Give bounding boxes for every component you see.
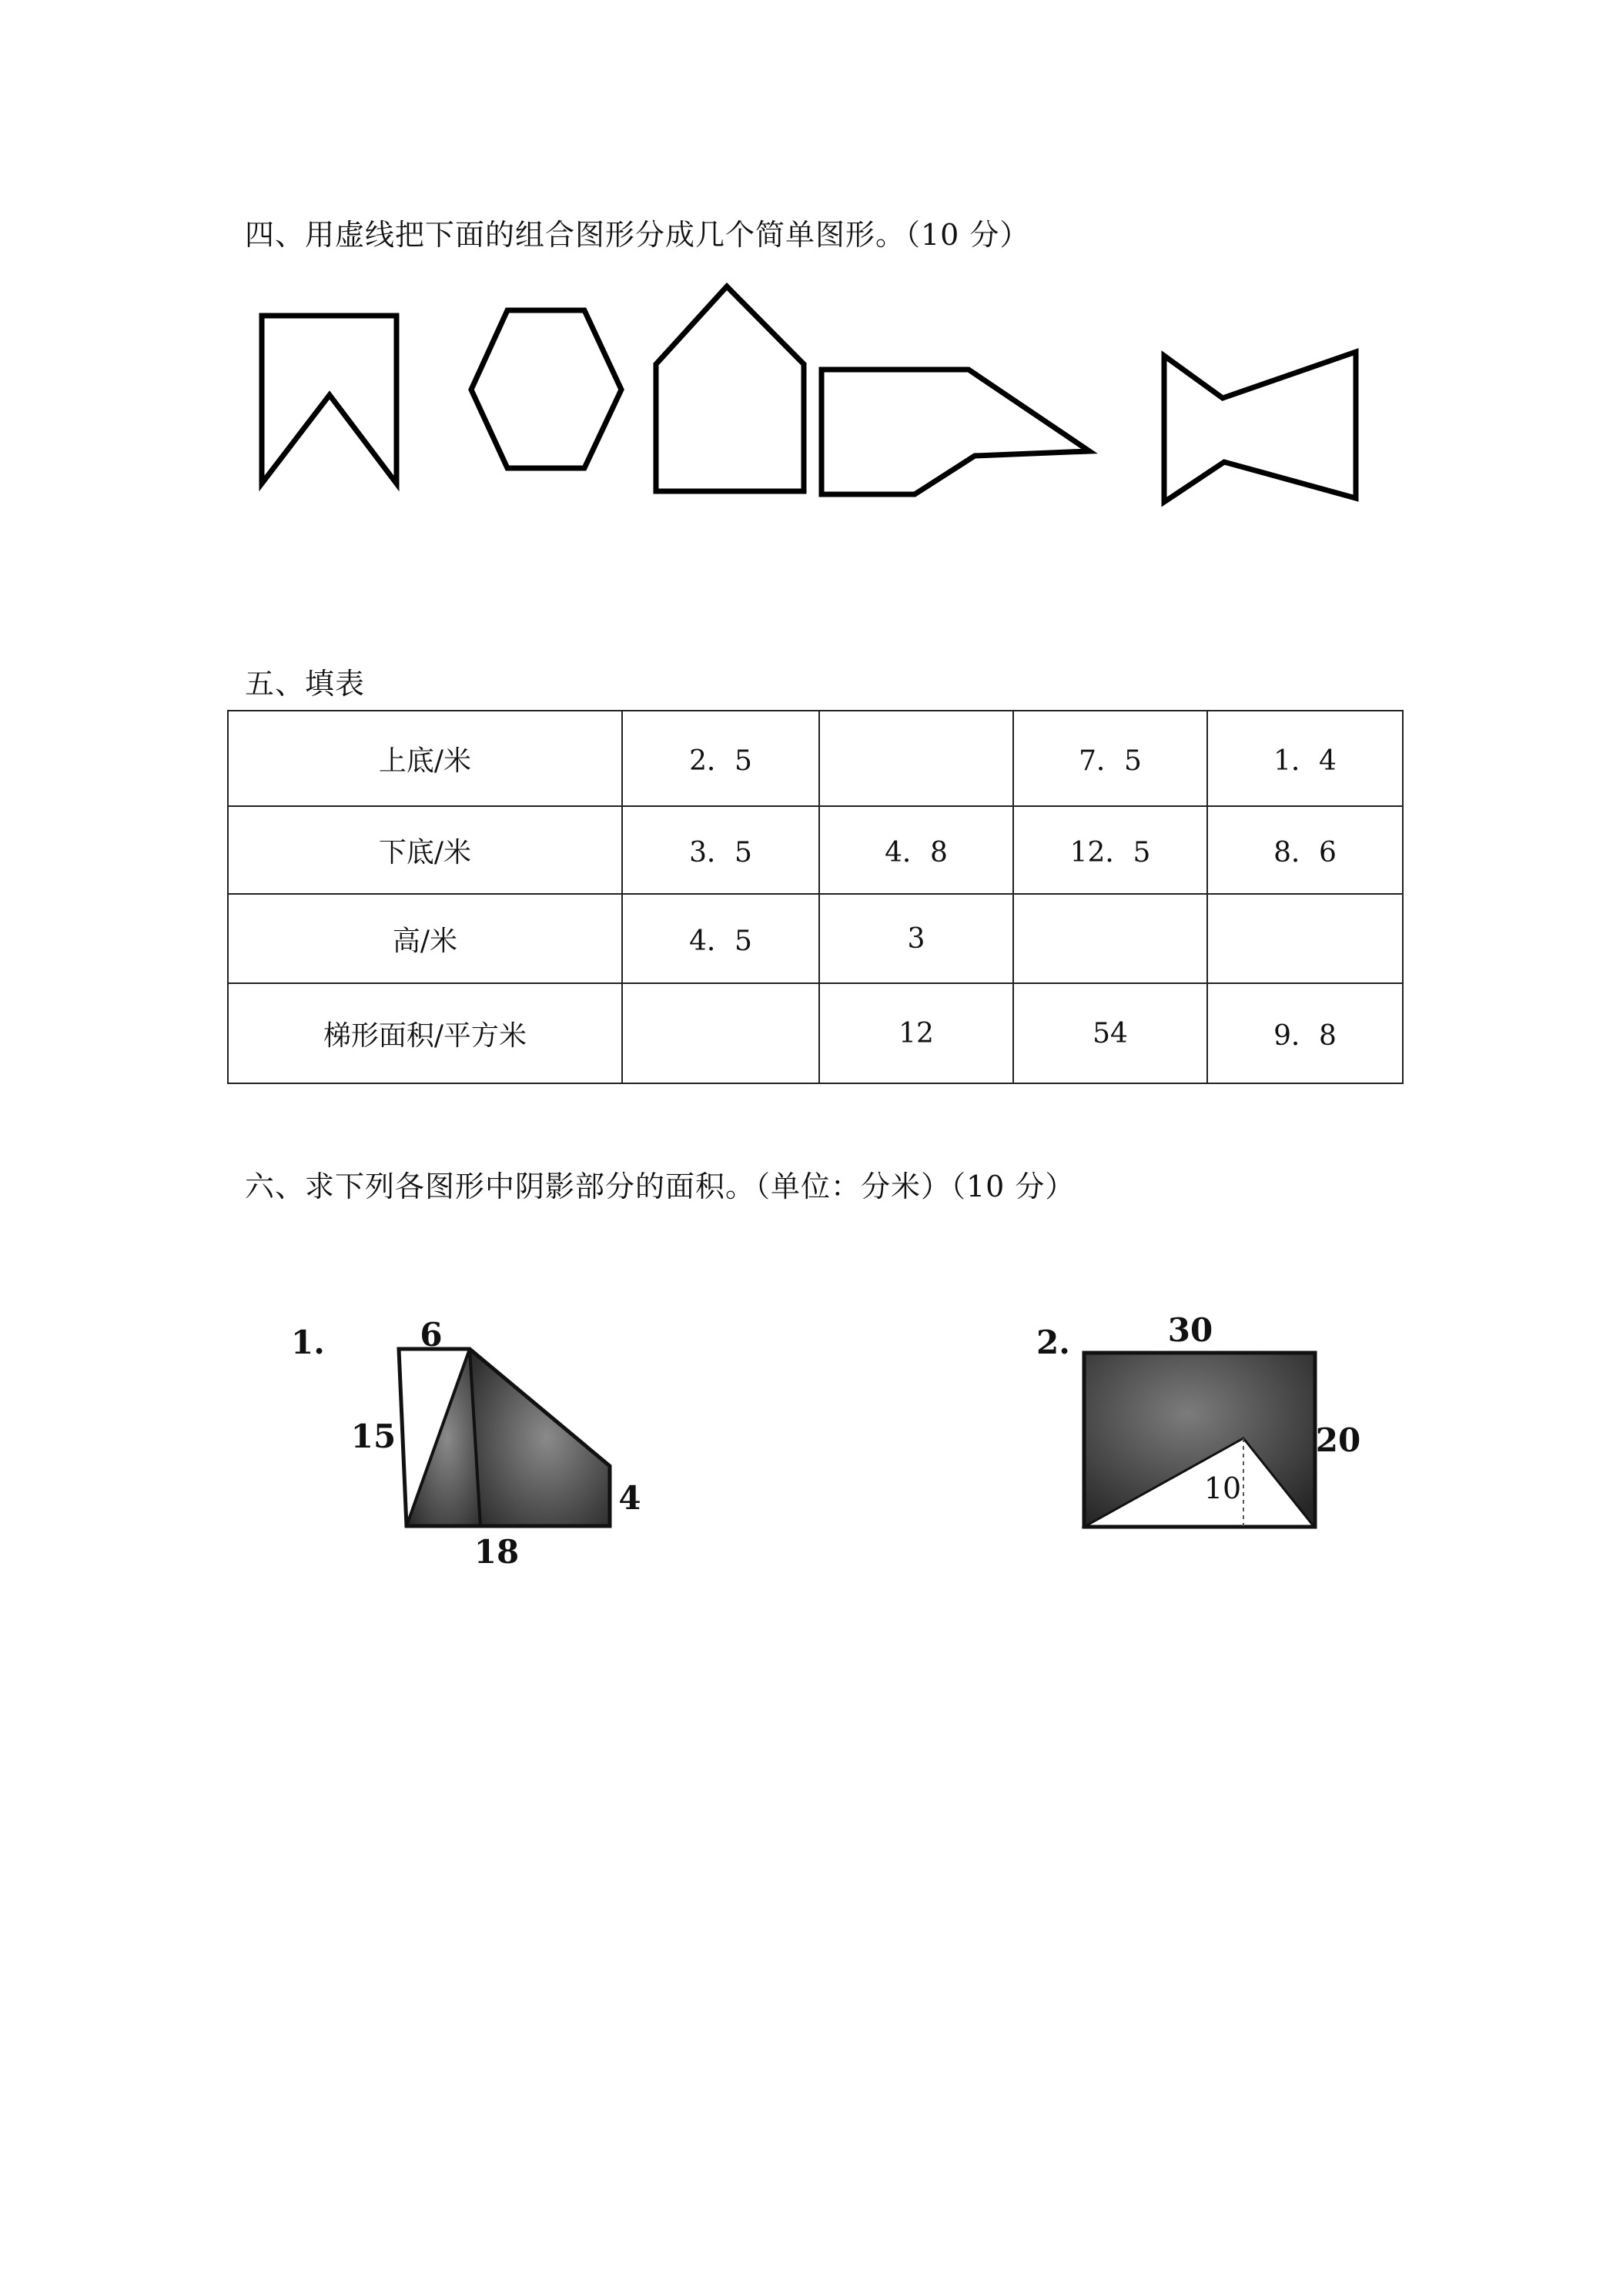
figure-1-top-label: 6 <box>420 1316 443 1354</box>
table-cell: 2．5 <box>622 711 819 806</box>
table-cell: 54 <box>1013 983 1207 1083</box>
table-cell: 4．8 <box>819 806 1013 894</box>
table-cell: 3 <box>819 894 1013 983</box>
figure-1-bottom-label: 18 <box>474 1533 520 1571</box>
figure-2-number: 2. <box>1036 1324 1070 1361</box>
figure-1-number: 1. <box>291 1324 325 1361</box>
row-label: 梯形面积/平方米 <box>228 983 622 1083</box>
figure-2-right-label: 20 <box>1315 1421 1361 1459</box>
section-6-heading: 六、求下列各图形中阴影部分的面积。（单位：分米）（10 分） <box>245 1170 1076 1203</box>
table-cell: 7．5 <box>1013 711 1207 806</box>
row-label: 上底/米 <box>228 711 622 806</box>
figure-1-right-label: 4 <box>618 1479 641 1517</box>
row-label: 下底/米 <box>228 806 622 894</box>
table-cell: 12．5 <box>1013 806 1207 894</box>
table-cell: 1．4 <box>1207 711 1403 806</box>
figure-1-left-label: 15 <box>350 1417 397 1455</box>
shaded-quadrilateral <box>470 1349 610 1526</box>
section-5-heading: 五、填表 <box>245 667 366 701</box>
table-cell: 12 <box>819 983 1013 1083</box>
figure-2 <box>1036 1311 1360 1527</box>
table-cell: 4．5 <box>622 894 819 983</box>
table-cell: 8．6 <box>1207 806 1403 894</box>
section-4-heading: 四、用虚线把下面的组合图形分成几个简单图形。（10 分） <box>245 218 1030 252</box>
table-cell: 3．5 <box>622 806 819 894</box>
figure-1 <box>291 1316 641 1571</box>
figure-2-top-label: 30 <box>1167 1311 1213 1349</box>
figure-2-height-label: 10 <box>1203 1471 1242 1505</box>
row-label: 高/米 <box>228 894 622 983</box>
table-cell: 9．8 <box>1207 983 1403 1083</box>
